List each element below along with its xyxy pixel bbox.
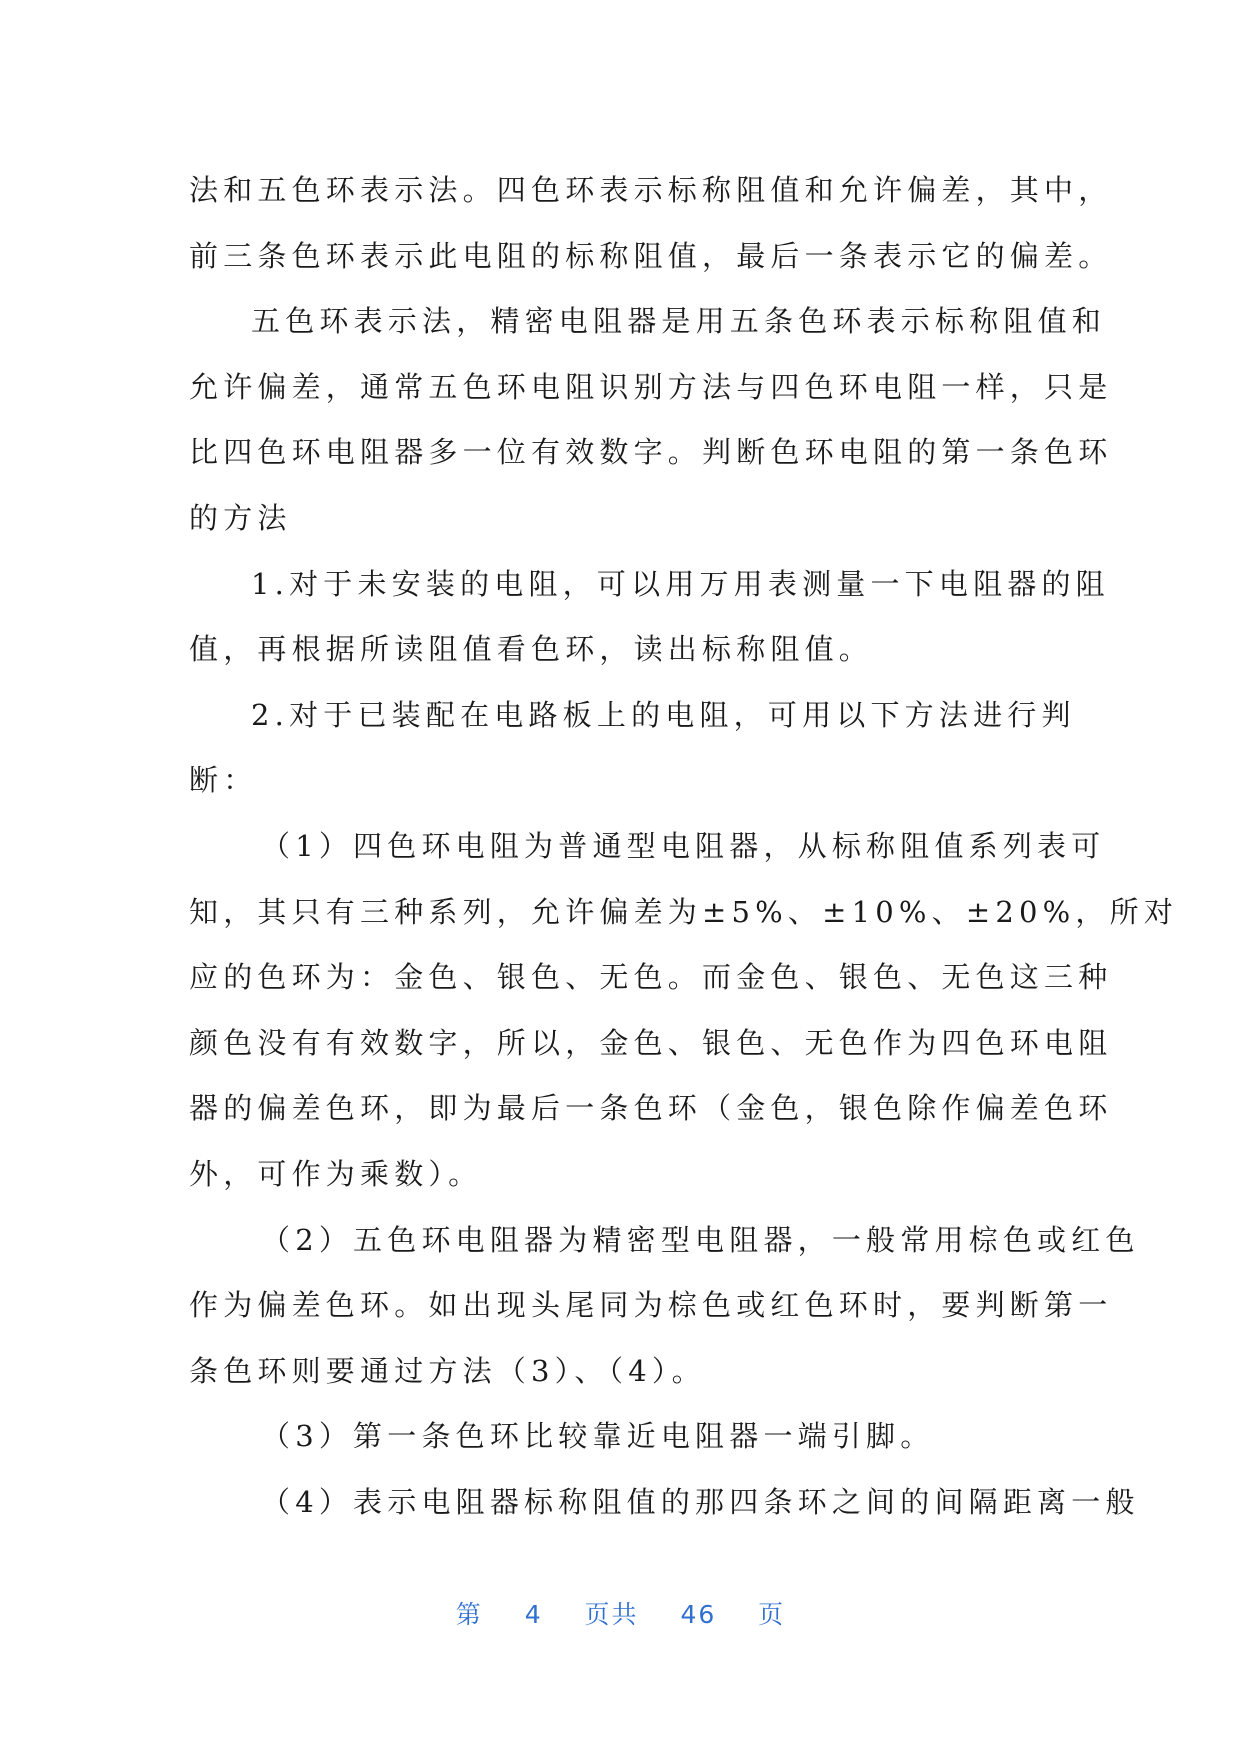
page-footer	[0, 1595, 1241, 1631]
text-line: 作为偏差色环。如出现头尾同为棕色或红色环时，要判断第一	[189, 1288, 1113, 1323]
text-line: （1）四色环电阻为普通型电阻器，从标称阻值系列表可	[261, 828, 1106, 863]
text-line: 2.对于已装配在电路板上的电阻，可用以下方法进行判	[251, 697, 1076, 732]
text-line: 颜色没有有效数字，所以，金色、银色、无色作为四色环电阻	[189, 1025, 1113, 1060]
text-line: 法和五色环表示法。四色环表示标称阻值和允许偏差，其中，	[189, 173, 1113, 207]
text-line: 条色环则要通过方法（3）、（4）。	[189, 1353, 706, 1388]
text-line: 的方法	[189, 500, 292, 535]
text-line: （3）第一条色环比较靠近电阻器一端引脚。	[261, 1419, 935, 1454]
text-line: （2）五色环电阻器为精密型电阻器，一般常用棕色或红色	[261, 1222, 1140, 1257]
text-line: 五色环表示法，精密电阻器是用五条色环表示标称阻值和	[251, 304, 1107, 339]
footer-suffix: 页	[758, 1600, 786, 1629]
text-line: （4）表示电阻器标称阻值的那四条环之间的间隔距离一般	[261, 1484, 1140, 1519]
text-line: 前三条色环表示此电阻的标称阻值，最后一条表示它的偏差。	[189, 238, 1113, 273]
total-pages-number: 46	[680, 1600, 717, 1629]
footer-middle: 页共	[584, 1600, 639, 1629]
body-text	[189, 158, 1179, 1535]
text-line: 比四色环电阻器多一位有效数字。判断色环电阻的第一条色环	[189, 435, 1113, 470]
current-page-number: 4	[524, 1600, 543, 1629]
text-line: 值，再根据所读阻值看色环，读出标称阻值。	[189, 632, 874, 667]
footer-prefix: 第	[455, 1600, 483, 1629]
text-line: 知，其只有三种系列，允许偏差为±5%、±10%、±20%，所对	[189, 894, 1179, 929]
text-line: 应的色环为：金色、银色、无色。而金色、银色、无色这三种	[189, 960, 1113, 995]
text-line: 1.对于未安装的电阻，可以用万用表测量一下电阻器的阻	[251, 566, 1110, 601]
text-line: 允许偏差，通常五色环电阻识别方法与四色环电阻一样，只是	[189, 369, 1113, 404]
text-line: 外，可作为乘数）。	[189, 1156, 483, 1191]
text-line: 器的偏差色环，即为最后一条色环（金色，银色除作偏差色环	[189, 1091, 1113, 1126]
text-line: 断：	[189, 763, 258, 798]
